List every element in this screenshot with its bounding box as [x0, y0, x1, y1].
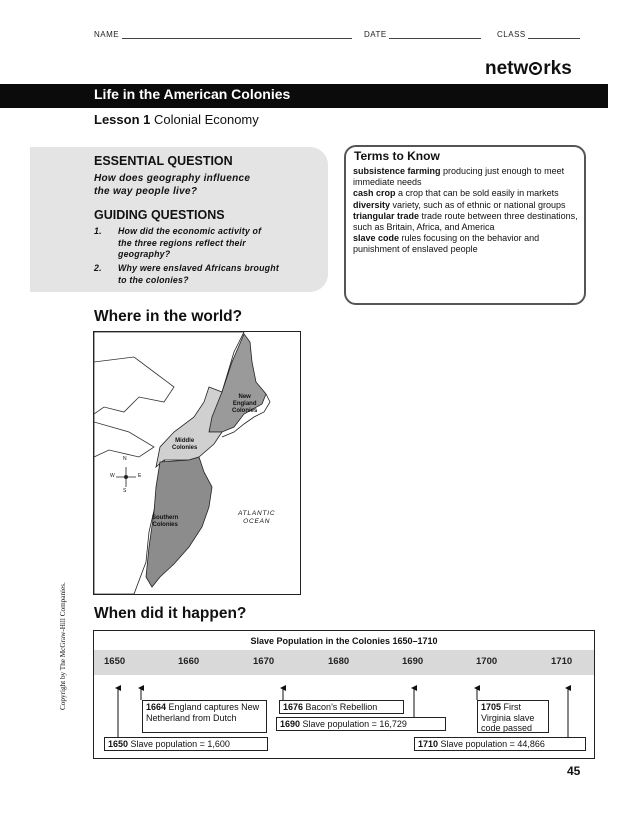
essential-line-1: How does geography influence — [94, 173, 251, 184]
term-def: producing just enough to meet immediate needs — [353, 166, 565, 188]
essential-line-2: the way people live? — [94, 186, 198, 197]
date-label: DATE — [364, 30, 387, 39]
brand-part-1: netw — [485, 58, 529, 79]
guiding-num-2: 2. — [94, 263, 102, 273]
event-year: 1710 — [418, 739, 439, 749]
event-year: 1650 — [108, 739, 129, 749]
south-line-2: Colonies — [152, 522, 178, 528]
compass-w: W — [110, 473, 115, 479]
class-label: CLASS — [497, 30, 526, 39]
timeline-title: Slave Population in the Colonies 1650–1710 — [250, 636, 438, 646]
mid-line-1: Middle — [175, 438, 195, 444]
event-1710 — [414, 737, 586, 751]
guiding-1-line-1: How did the economic activity of — [118, 226, 262, 236]
page-title: Life in the American Colonies — [94, 86, 291, 102]
ne-line-2: England — [232, 401, 257, 407]
term-def: variety, such as of ethnic or national groups — [392, 199, 566, 210]
colonies-map — [93, 331, 301, 595]
new-england-label — [232, 394, 257, 415]
term-def: trade route between three destinations, such as Britain, Africa, and America — [353, 210, 578, 233]
year-1650: 1650 — [104, 656, 126, 667]
term-name: cash crop — [353, 188, 396, 199]
lesson-name: Colonial Economy — [153, 112, 259, 127]
event-text: Slave population = 1,600 — [130, 739, 230, 749]
compass-n: N — [123, 456, 127, 462]
lesson-heading — [94, 112, 259, 127]
compass-e: E — [138, 473, 142, 479]
term-item — [353, 200, 581, 211]
class-field-label — [497, 30, 580, 39]
south-line-1: Southern — [152, 515, 179, 521]
mid-line-2: Colonies — [172, 445, 198, 451]
guiding-2-line-2: to the colonies? — [118, 274, 189, 285]
guiding-num-1: 1. — [94, 226, 102, 236]
globe-icon — [529, 62, 542, 75]
guiding-question-1 — [94, 226, 324, 261]
term-item — [353, 233, 581, 255]
southern-colonies-label — [152, 515, 178, 529]
guiding-heading: GUIDING QUESTIONS — [94, 208, 225, 222]
name-blank[interactable] — [122, 30, 352, 39]
event-year: 1664 — [146, 702, 167, 712]
event-1676 — [279, 700, 404, 714]
guiding-question-2 — [94, 263, 324, 286]
year-1700: 1700 — [476, 656, 498, 667]
terms-heading: Terms to Know — [354, 149, 440, 163]
date-blank[interactable] — [389, 30, 481, 39]
ocean-line-2: OCEAN — [243, 518, 271, 525]
term-item — [353, 188, 581, 199]
year-1690: 1690 — [402, 656, 424, 667]
ne-line-1: New — [238, 394, 251, 400]
year-1710: 1710 — [551, 656, 573, 667]
term-name: diversity — [353, 199, 391, 210]
term-item — [353, 211, 581, 233]
page-number: 45 — [567, 764, 581, 778]
name-label: NAME — [94, 30, 120, 39]
event-year: 1705 — [481, 702, 502, 712]
middle-colonies-label — [172, 438, 197, 452]
year-1660: 1660 — [178, 656, 200, 667]
event-text: Slave population = 44,866 — [440, 739, 545, 749]
event-year: 1676 — [283, 702, 304, 712]
term-def: a crop that can be sold easily in markets — [398, 188, 559, 199]
copyright-credit — [59, 560, 71, 710]
year-1680: 1680 — [328, 656, 350, 667]
class-blank[interactable] — [528, 30, 580, 39]
lesson-number: Lesson 1 — [94, 112, 151, 127]
event-1664 — [142, 700, 267, 733]
where-heading: Where in the world? — [94, 308, 243, 325]
when-heading: When did it happen? — [94, 605, 247, 622]
event-1705 — [477, 700, 549, 733]
guiding-2-line-1: Why were enslaved Africans brought — [118, 263, 279, 273]
term-def: rules focusing on the behavior and punishment of enslaved people — [353, 233, 540, 255]
compass-s: S — [123, 488, 127, 494]
date-field-label — [364, 30, 481, 39]
guiding-1-line-3: geography? — [118, 249, 171, 259]
brand-part-2: rks — [543, 58, 572, 79]
term-name: slave code — [353, 233, 400, 244]
name-field-label — [94, 30, 352, 39]
copyright-text: Copyright by The McGraw-Hill Companies. — [59, 582, 67, 710]
guiding-1-line-2: the three regions reflect their — [118, 237, 246, 248]
event-text: Slave population = 16,729 — [302, 719, 407, 729]
essential-heading: ESSENTIAL QUESTION — [94, 154, 233, 168]
term-name: subsistence farming — [353, 166, 441, 176]
event-1650 — [104, 737, 268, 751]
event-year: 1690 — [280, 719, 301, 729]
ne-line-3: Colonies — [232, 408, 258, 414]
title-bar — [0, 84, 608, 108]
event-text: First Virginia slave code passed — [481, 702, 535, 733]
event-text: England captures New Netherland from Dutch — [146, 702, 260, 723]
event-text: Bacon's Rebellion — [305, 702, 378, 712]
term-name: triangular trade — [353, 210, 420, 221]
year-1670: 1670 — [253, 656, 275, 667]
event-1690 — [276, 717, 446, 731]
essential-question — [94, 172, 250, 198]
terms-list — [353, 166, 581, 256]
term-item — [353, 166, 581, 188]
map-svg — [94, 332, 300, 594]
ocean-line-1: ATLANTIC — [238, 510, 276, 517]
ocean-label — [238, 510, 275, 526]
networks-logo — [485, 58, 572, 80]
